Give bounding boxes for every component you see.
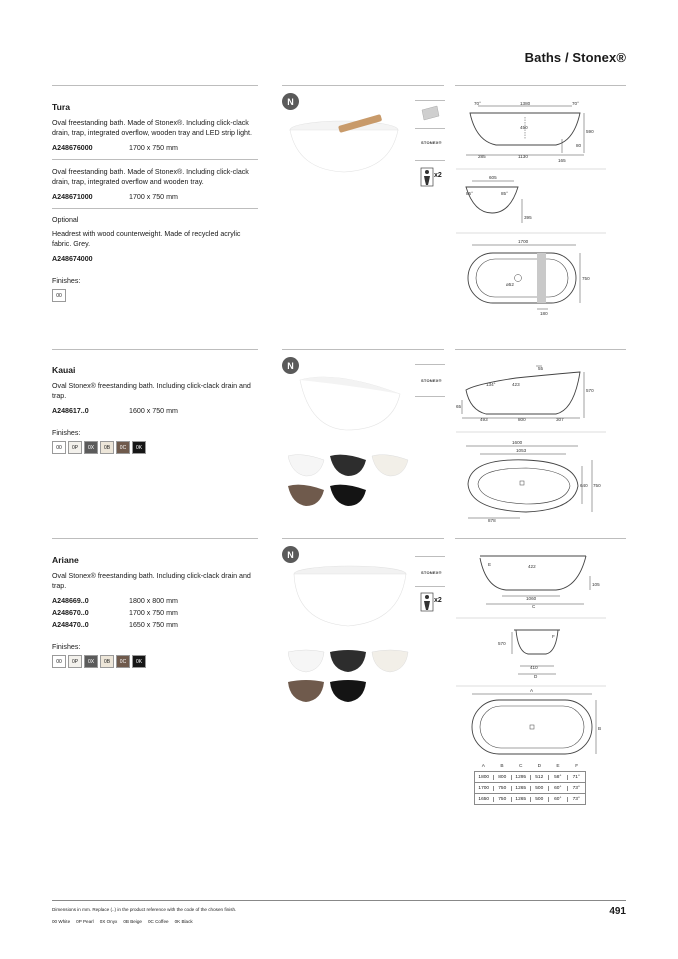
svg-text:570: 570 [498, 641, 506, 646]
svg-text:65: 65 [456, 404, 462, 409]
finish-swatch-0c[interactable]: 0C [116, 441, 130, 454]
finish-swatch-0x[interactable]: 0X [84, 441, 98, 454]
svg-text:80: 80 [576, 143, 582, 148]
svg-text:410: 410 [530, 665, 538, 670]
product-reference-row [52, 255, 258, 263]
kauai-product-image [296, 372, 406, 434]
footer-divider [52, 900, 626, 901]
svg-text:493: 493 [480, 417, 488, 422]
product-size: 1650 x 750 mm [129, 621, 178, 629]
product-name: Ariane [52, 555, 79, 565]
table-row: 1650 750 1265 500 60° 73° [475, 794, 585, 804]
product-info-kauai [52, 365, 258, 454]
svg-text:134°: 134° [486, 382, 496, 387]
product-reference: A248671000 [52, 193, 93, 201]
legend-item: 0P Pearl [76, 919, 94, 924]
bath-body [290, 130, 398, 172]
table-row: 1700 750 1265 500 60° 73° [475, 783, 585, 794]
ariane-finish-variants-image [288, 648, 410, 706]
product-reference-row [52, 609, 258, 617]
finishes-label: Finishes: [52, 277, 81, 285]
table-header: D [537, 764, 542, 769]
legend-item: 00 White [52, 919, 71, 924]
finish-swatch-0k[interactable]: 0K [132, 441, 146, 454]
svg-text:70°: 70° [474, 101, 481, 106]
product-reference: A248670..0 [52, 609, 89, 617]
divider [52, 208, 258, 209]
legend-item: 0C Coffee [147, 919, 169, 924]
installer-count: x2 [434, 597, 442, 604]
new-badge: N [282, 546, 299, 563]
product-description: Oval freestanding bath. Made of Stonex®. Including click-clack drain, trap, integrated overflow, wooden tray and LED strip light. [52, 119, 252, 137]
stonex-logo: STONEX® [421, 570, 442, 575]
finish-swatch-0p[interactable]: 0P [68, 441, 82, 454]
svg-text:750: 750 [593, 483, 601, 488]
ariane-product-image [288, 562, 408, 632]
svg-text:105: 105 [592, 582, 600, 587]
finish-swatch-0k[interactable]: 0K [132, 655, 146, 668]
product-reference: A248470..0 [52, 621, 89, 629]
product-reference-row [52, 597, 258, 605]
finish-swatches [52, 655, 258, 668]
page-title: Baths / Stonex® [524, 50, 626, 65]
optional-description: Headrest with wood counterweight. Made of recycled acrylic fabric. Grey. [52, 230, 241, 248]
stonex-logo: STONEX® [421, 140, 442, 145]
legend-item: 0K Black [174, 919, 193, 924]
svg-text:70°: 70° [572, 101, 579, 106]
table-header: A [481, 764, 485, 769]
product-reference-row [52, 621, 258, 629]
svg-text:ø52: ø52 [506, 282, 514, 287]
product-reference-row [52, 193, 258, 201]
finish-legend [52, 919, 193, 924]
svg-text:55: 55 [538, 366, 544, 371]
table-header: B [500, 764, 504, 769]
tura-product-image [286, 108, 406, 180]
finish-swatch-00[interactable]: 00 [52, 289, 66, 302]
product-reference: A248676000 [52, 144, 93, 152]
section-divider [282, 85, 444, 86]
product-info-tura [52, 102, 258, 302]
kauai-finish-variants-image [288, 452, 410, 510]
svg-text:1060: 1060 [526, 596, 537, 601]
finish-swatch-0p[interactable]: 0P [68, 655, 82, 668]
finish-swatch-0x[interactable]: 0X [84, 655, 98, 668]
svg-text:165: 165 [558, 158, 566, 163]
finish-swatch-0c[interactable]: 0C [116, 655, 130, 668]
svg-text:878: 878 [488, 518, 496, 523]
svg-text:1700: 1700 [518, 239, 529, 244]
headrest-icon [419, 104, 441, 122]
svg-text:F: F [552, 634, 555, 639]
svg-text:C: C [532, 604, 536, 609]
ariane-dimension-table [474, 764, 586, 805]
product-description: Oval freestanding bath. Made of Stonex®. Including click-clack drain, trap, integrated overflow and wooden tray. [52, 168, 249, 186]
svg-text:423: 423 [512, 382, 520, 387]
svg-text:750: 750 [582, 276, 590, 281]
svg-text:D: D [534, 674, 538, 679]
installer-count: x2 [434, 172, 442, 179]
tura-technical-drawing [456, 95, 606, 325]
table-body [474, 771, 586, 805]
svg-text:1600: 1600 [512, 440, 523, 445]
footer-note: Dimensions in mm. Replace (..) in the product reference with the code of the chosen finish. [52, 907, 237, 912]
legend-item: 0X Onyx [99, 919, 118, 924]
finish-swatches [52, 441, 258, 454]
svg-text:85°: 85° [466, 191, 473, 196]
optional-label: Optional [52, 216, 79, 224]
svg-text:450: 450 [520, 125, 528, 130]
page-number: 491 [609, 906, 626, 917]
product-reference-row [52, 144, 258, 152]
svg-text:1053: 1053 [516, 448, 527, 453]
table-header: C [518, 764, 523, 769]
finishes-label: Finishes: [52, 643, 81, 651]
finish-swatch-00[interactable]: 00 [52, 655, 66, 668]
svg-text:307: 307 [556, 417, 564, 422]
product-name: Kauai [52, 365, 76, 375]
product-size: 1700 x 750 mm [129, 193, 178, 201]
product-info-ariane [52, 555, 258, 668]
new-badge: N [282, 357, 299, 374]
legend-item: 0B Beige [123, 919, 142, 924]
svg-text:1380: 1380 [520, 101, 531, 106]
new-badge: N [282, 93, 299, 110]
optional-reference: A248674000 [52, 255, 93, 263]
svg-text:180: 180 [540, 311, 548, 316]
table-header-row [474, 764, 586, 769]
divider [52, 159, 258, 160]
table-header: F [575, 764, 579, 769]
kauai-technical-drawing [456, 358, 606, 528]
finish-swatch-0b[interactable]: 0B [100, 441, 114, 454]
product-size: 1800 x 800 mm [129, 597, 178, 605]
svg-text:85°: 85° [501, 191, 508, 196]
product-size: 1700 x 750 mm [129, 144, 178, 152]
svg-text:422: 422 [528, 564, 536, 569]
product-reference-row [52, 407, 258, 415]
section-divider [455, 85, 626, 86]
svg-text:285: 285 [478, 154, 486, 159]
finish-swatch-00[interactable]: 00 [52, 441, 66, 454]
finish-swatch-0b[interactable]: 0B [100, 655, 114, 668]
product-reference: A248617..0 [52, 407, 89, 415]
product-name: Tura [52, 102, 70, 112]
svg-text:B: B [598, 726, 602, 731]
svg-text:E: E [488, 562, 492, 567]
product-description: Oval Stonex® freestanding bath. Including click-clack drain and trap. [52, 572, 251, 590]
svg-text:395: 395 [524, 215, 532, 220]
svg-text:800: 800 [518, 417, 526, 422]
product-reference: A248669..0 [52, 597, 89, 605]
svg-text:A: A [530, 688, 534, 693]
svg-text:590: 590 [586, 129, 594, 134]
table-row: 1800 800 1295 512 58° 71° [475, 772, 585, 783]
installer-person-icon [420, 167, 434, 187]
finishes-label: Finishes: [52, 429, 81, 437]
product-size: 1700 x 750 mm [129, 609, 178, 617]
stonex-logo: STONEX® [421, 378, 442, 383]
svg-text:640: 640 [580, 483, 588, 488]
product-size: 1600 x 750 mm [129, 407, 178, 415]
finish-swatches [52, 289, 258, 302]
svg-text:605: 605 [489, 175, 497, 180]
installer-person-icon [420, 592, 434, 612]
section-divider [52, 85, 258, 86]
svg-text:570: 570 [586, 388, 594, 393]
svg-text:1130: 1130 [518, 154, 528, 159]
product-description: Oval Stonex® freestanding bath. Including click-clack drain and trap. [52, 382, 251, 400]
table-header: E [556, 764, 560, 769]
